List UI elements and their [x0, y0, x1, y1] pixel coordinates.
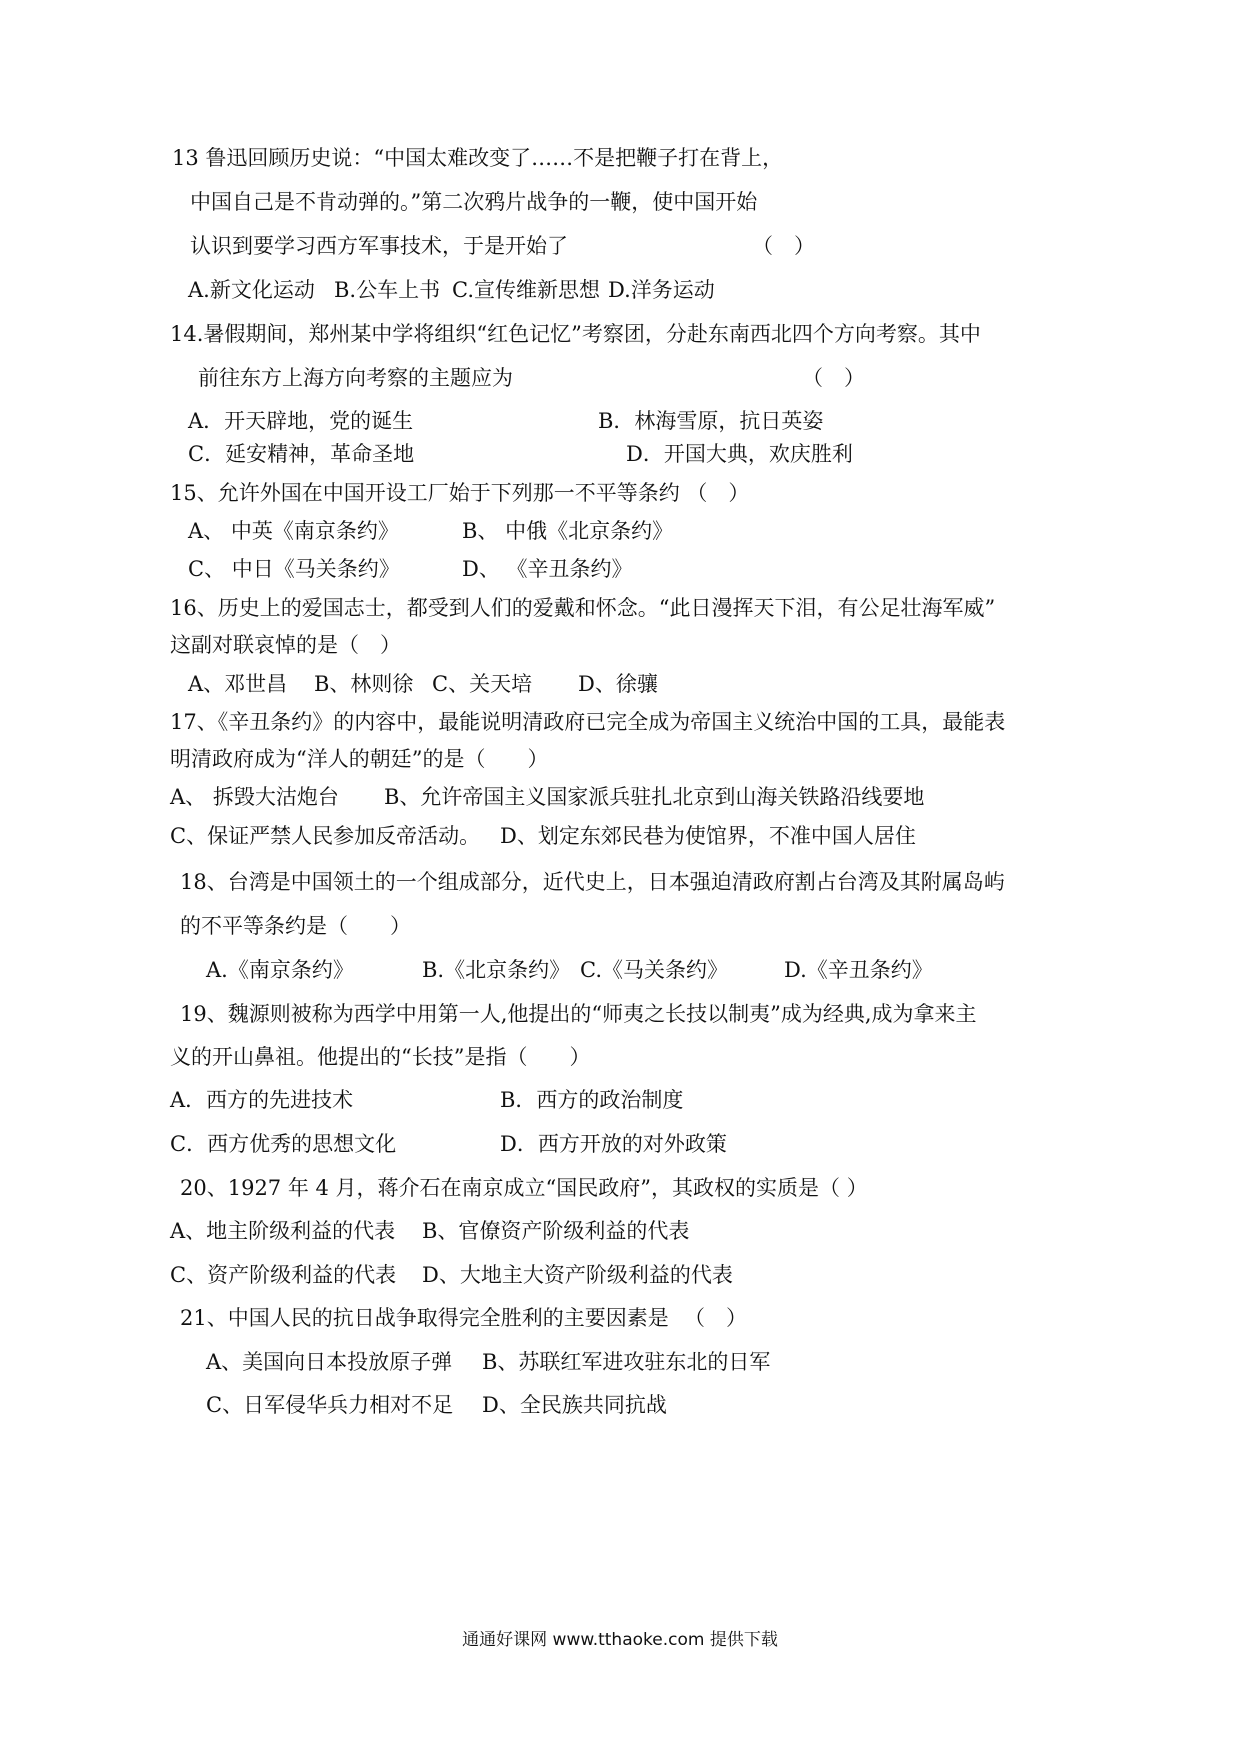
q16-option-c[interactable]: C、关天培	[432, 672, 533, 696]
q17-option-d[interactable]: D、划定东郊民巷为使馆界，不准中国人居住	[500, 824, 916, 848]
q13-option-d[interactable]: D.洋务运动	[608, 278, 715, 302]
q13-answer-blank[interactable]: （ ）	[752, 234, 815, 258]
q16-option-d[interactable]: D、徐骧	[578, 672, 658, 696]
q17-option-a[interactable]: A、 拆毁大沽炮台	[170, 785, 339, 809]
q20-option-b[interactable]: B、官僚资产阶级利益的代表	[422, 1219, 690, 1243]
q17-option-b[interactable]: B、允许帝国主义国家派兵驻扎北京到山海关铁路沿线要地	[384, 785, 925, 809]
q16-option-b[interactable]: B、林则徐	[314, 672, 414, 696]
q16-option-a[interactable]: A、邓世昌	[188, 672, 288, 696]
q13-option-a[interactable]: A.新文化运动	[188, 278, 315, 302]
q15-option-b[interactable]: B、 中俄《北京条约》	[462, 519, 674, 543]
q19-option-b[interactable]: B．西方的政治制度	[500, 1088, 684, 1112]
q13-option-c[interactable]: C.宣传维新思想	[452, 278, 600, 302]
q14-option-b[interactable]: B．林海雪原，抗日英姿	[598, 409, 824, 433]
q18-option-c[interactable]: C.《马关条约》	[580, 958, 728, 982]
q20-option-a[interactable]: A、地主阶级利益的代表	[170, 1219, 396, 1243]
q13-stem-line-3: 认识到要学习西方军事技术，于是开始了	[190, 234, 568, 258]
q19-stem-line-1: 19、魏源则被称为西学中用第一人,他提出的“师夷之长技以制夷”成为经典,成为拿来主	[180, 1002, 977, 1026]
q18-option-a[interactable]: A.《南京条约》	[206, 958, 354, 982]
q20-option-c[interactable]: C、资产阶级利益的代表	[170, 1263, 397, 1287]
q18-stem-line-1: 18、台湾是中国领土的一个组成部分，近代史上，日本强迫清政府割占台湾及其附属岛屿	[180, 870, 1005, 894]
q14-answer-blank[interactable]: （ ）	[802, 366, 865, 390]
q13-option-b[interactable]: B.公车上书	[334, 278, 441, 302]
q21-answer-blank[interactable]: （ ）	[684, 1306, 747, 1330]
q15-option-a[interactable]: A、 中英《南京条约》	[188, 519, 399, 543]
q21-option-b[interactable]: B、苏联红军进攻驻东北的日军	[482, 1350, 771, 1374]
q21-stem-line-1: 21、中国人民的抗日战争取得完全胜利的主要因素是	[180, 1306, 669, 1330]
q20-stem-line-1: 20、1927 年 4 月，蒋介石在南京成立“国民政府”，其政权的实质是（ ）	[180, 1176, 868, 1200]
q19-stem-line-2: 义的开山鼻祖。他提出的“长技”是指（ ）	[170, 1045, 591, 1069]
q16-stem-line-2: 这副对联哀悼的是（ ）	[170, 633, 401, 657]
q14-option-c[interactable]: C．延安精神，革命圣地	[188, 442, 415, 466]
q21-option-a[interactable]: A、美国向日本投放原子弹	[206, 1350, 453, 1374]
q17-stem-line-2: 明清政府成为“洋人的朝廷”的是（ ）	[170, 747, 549, 771]
q19-option-c[interactable]: C．西方优秀的思想文化	[170, 1132, 397, 1156]
q13-stem-line-1: 13 鲁迅回顾历史说：“中国太难改变了……不是把鞭子打在背上，	[172, 146, 784, 170]
q18-option-d[interactable]: D.《辛丑条约》	[784, 958, 933, 982]
q20-option-d[interactable]: D、大地主大资产阶级利益的代表	[422, 1263, 733, 1287]
q19-option-d[interactable]: D．西方开放的对外政策	[500, 1132, 727, 1156]
q18-stem-line-2: 的不平等条约是（ ）	[180, 914, 411, 938]
q21-option-c[interactable]: C、日军侵华兵力相对不足	[206, 1393, 454, 1417]
page-footer: 通通好课网 www.tthaoke.com 提供下载	[462, 1630, 778, 1650]
q14-option-a[interactable]: A．开天辟地，党的诞生	[188, 409, 414, 433]
q21-option-d[interactable]: D、全民族共同抗战	[482, 1393, 667, 1417]
q18-option-b[interactable]: B.《北京条约》	[422, 958, 571, 982]
q16-stem-line-1: 16、历史上的爱国志士，都受到人们的爱戴和怀念。“此日漫挥天下泪，有公足壮海军威”	[170, 596, 996, 620]
q15-option-c[interactable]: C、 中日《马关条约》	[188, 557, 400, 581]
q13-stem-line-2: 中国自己是不肯动弹的。”第二次鸦片战争的一鞭，使中国开始	[190, 190, 758, 214]
q17-option-c[interactable]: C、保证严禁人民参加反帝活动。	[170, 824, 481, 848]
q15-option-d[interactable]: D、 《辛丑条约》	[462, 557, 633, 581]
q17-stem-line-1: 17、《辛丑条约》的内容中，最能说明清政府已完全成为帝国主义统治中国的工具，最能表	[170, 710, 1006, 734]
q14-stem-line-2: 前往东方上海方向考察的主题应为	[198, 366, 513, 390]
q14-stem-line-1: 14.暑假期间，郑州某中学将组织“红色记忆”考察团，分赴东南西北四个方向考察。其中	[170, 322, 981, 346]
q15-stem-line-1: 15、允许外国在中国开设工厂始于下列那一不平等条约 （ ）	[170, 481, 750, 505]
q19-option-a[interactable]: A．西方的先进技术	[170, 1088, 354, 1112]
q14-option-d[interactable]: D．开国大典，欢庆胜利	[626, 442, 853, 466]
